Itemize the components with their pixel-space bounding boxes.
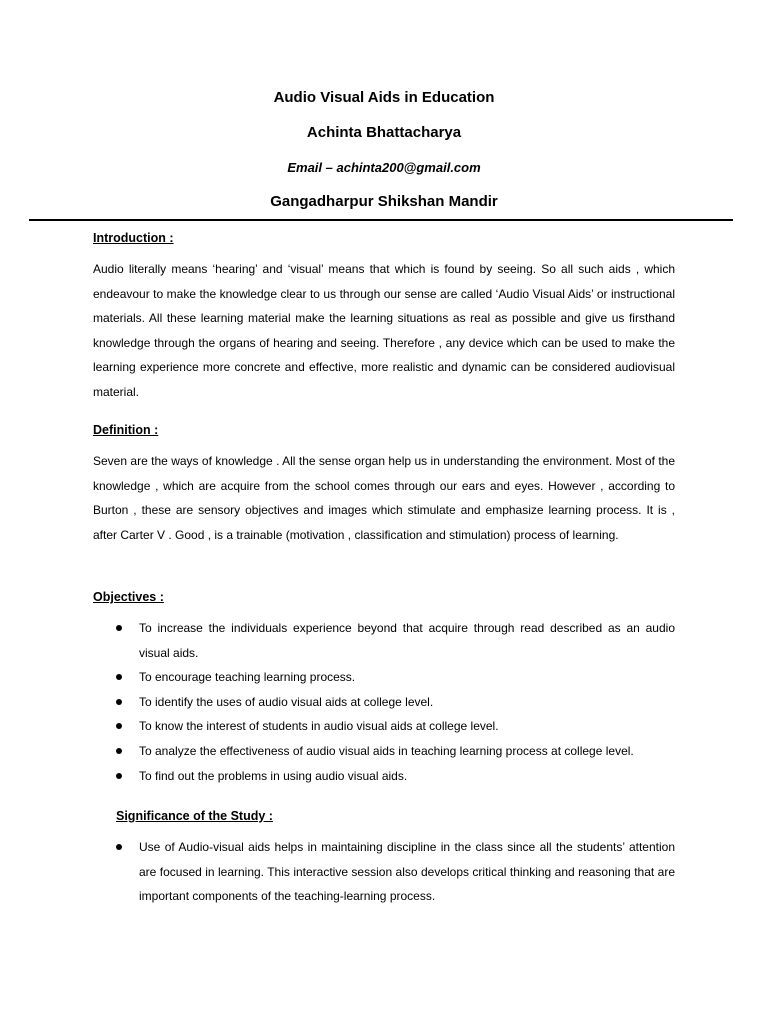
list-item (93, 835, 675, 909)
list-item (93, 714, 675, 739)
list-item-text: To identify the uses of audio visual aids at college level. (139, 694, 434, 709)
author-name: Achinta Bhattacharya (306, 124, 462, 141)
bullet-icon (116, 699, 122, 705)
list-item-text: To increase the individuals experience beyond that acquire through read described as an audio visual aids. (139, 621, 675, 660)
list-item-text: Use of Audio-visual aids helps in maintaining discipline in the class since all the students’ attention are focused in learning. This interactive session also develops critical thinking and reasoning that are important components of the teaching-learning process. (139, 840, 675, 904)
objectives-section (93, 588, 675, 788)
list-item (93, 690, 675, 715)
significance-section (93, 807, 675, 909)
header-divider (29, 219, 733, 221)
bullet-icon (116, 723, 122, 729)
bullet-icon (116, 773, 122, 779)
bullet-icon (116, 748, 122, 754)
list-item-text: To encourage teaching learning process. (139, 670, 356, 685)
definition-section (93, 421, 675, 547)
definition-paragraph: Seven are the ways of knowledge . All the sense organ help us in understanding the environment. Most of the knowledge , which are acquire from the school comes through our ears and eyes. However , according to Burton , these are sensory objectives and images which stimulate and emphasize learning process. It is , after Carter V . Good , is a trainable (motivation , classification and stimulation) process of learning. (93, 454, 675, 542)
bullet-icon (116, 844, 122, 850)
definition-heading: Definition : (93, 423, 159, 437)
list-item-text: To know the interest of students in audio visual aids at college level. (139, 719, 499, 734)
introduction-paragraph: Audio literally means ‘hearing’ and ‘visual’ means that which is found by seeing. So all such aids , which endeavour to make the knowledge clear to us through our sense are called ‘Audio Visual Aids’ or instructional materials. All these learning material make the learning situations as real as possible and give us firsthand knowledge through the organs of hearing and seeing. Therefore , any device which can be used to make the learning experience more concrete and effective, more realistic and dynamic can be considered audiovisual material. (93, 262, 675, 399)
author-email: Email – achinta200@gmail.com (287, 160, 481, 175)
significance-heading: Significance of the Study : (116, 809, 273, 823)
list-item (93, 665, 675, 690)
list-item (93, 764, 675, 789)
objectives-heading: Objectives : (93, 590, 164, 604)
introduction-section (93, 229, 675, 405)
list-item (93, 616, 675, 665)
introduction-heading: Introduction : (93, 231, 174, 245)
bullet-icon (116, 625, 122, 631)
bullet-icon (116, 674, 122, 680)
institution-name: Gangadharpur Shikshan Mandir (270, 193, 498, 210)
list-item-text: To find out the problems in using audio visual aids. (139, 768, 408, 783)
list-item (93, 739, 675, 764)
significance-list (93, 835, 675, 909)
document-title: Audio Visual Aids in Education (273, 89, 495, 106)
objectives-list (93, 616, 675, 788)
list-item-text: To analyze the effectiveness of audio visual aids in teaching learning process at college level. (139, 743, 634, 758)
